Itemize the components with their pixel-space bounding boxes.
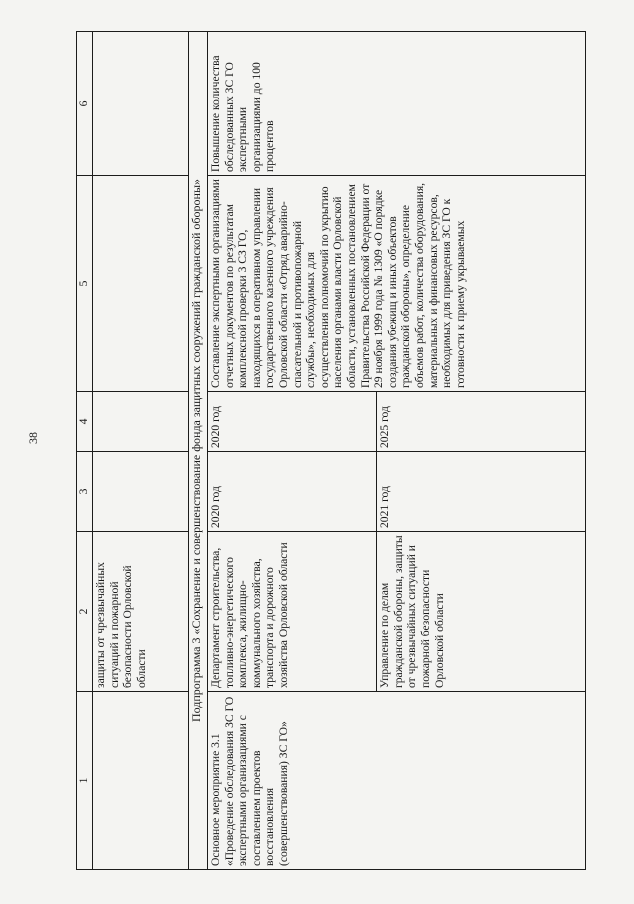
- col-header-4: 4: [77, 392, 93, 452]
- col-header-6: 6: [77, 32, 93, 176]
- col-header-3: 3: [77, 452, 93, 532]
- cell-empty: [93, 692, 189, 870]
- event-description: Составление экспертными организациями отчетных документов по результатам комплексной проверки 3 СЗ ГО, находящихся в оперативном управлении государственного казенного учреждения Орловской области «Отряд аварийно-спасательной и противопожарной службы», необходимых для осуществления полномочий по укрытию населения органами власти Орловской области, установленных постановлением Правительства Российской Федерации от 29 ноября 1999 года № 1309 «О порядке создания убежищ и иных объектов гражданской обороны», определение объемов работ, количества оборудования, материальных и финансовых ресурсов, необходимых для приведения ЗС ГО к готовности к приему укрываемых: [208, 176, 586, 392]
- page-number: 38: [26, 432, 40, 444]
- event-result: Повышение количества обследованных ЗС ГО экспертными организациями до 100 процентов: [208, 32, 586, 176]
- cell-empty: [93, 176, 189, 392]
- cell-empty: [93, 32, 189, 176]
- event-end: 2020 год: [208, 392, 377, 452]
- event-sub-start: 2021 год: [377, 452, 586, 532]
- event-sub-end: 2025 год: [377, 392, 586, 452]
- event-executor: Департамент строительства, топливно-энергетического комплекса, жилищно-коммунального хозяйства, транспорта и дорожного хозяйства Орловской области: [208, 532, 377, 692]
- continued-row: [93, 32, 189, 870]
- header-row: [77, 32, 93, 870]
- event-name: Основное мероприятие 3.1 «Проведение обследования ЗС ГО экспертными организациями с составлением проектов восстановления (совершенствования) ЗС ГО»: [208, 692, 586, 870]
- col-header-2: 2: [77, 532, 93, 692]
- document-table-rotated: [76, 32, 586, 870]
- program-table: [76, 31, 586, 870]
- event-start: 2020 год: [208, 452, 377, 532]
- event-sub-executor: Управление по делам гражданской обороны, защиты от чрезвычайных ситуаций и пожарной безопасности Орловской области: [377, 532, 586, 692]
- col-header-1: 1: [77, 692, 93, 870]
- cell-empty: [93, 392, 189, 452]
- event-row: [208, 32, 377, 870]
- continued-executor: защиты от чрезвычайных ситуаций и пожарной безопасности Орловской области: [93, 532, 189, 692]
- col-header-5: 5: [77, 176, 93, 392]
- subprogram-title: Подпрограмма 3 «Сохранение и совершенствование фонда защитных сооружений гражданской обороны»: [189, 32, 208, 870]
- cell-empty: [93, 452, 189, 532]
- subprogram-row: [189, 32, 208, 870]
